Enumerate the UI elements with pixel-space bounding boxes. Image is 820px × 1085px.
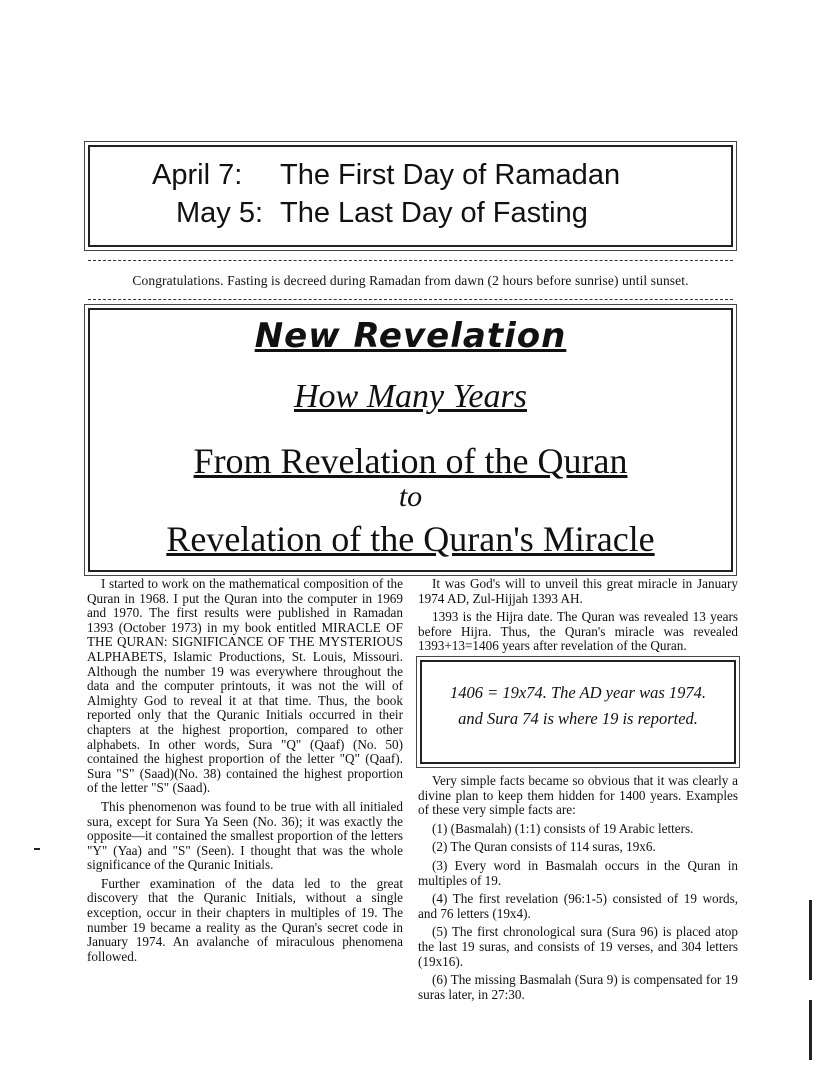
right-paragraph-1: It was God's will to unveil this great miracle in January 1974 AD, Zul-Hijjah 1393 AH. — [418, 576, 738, 606]
facts-list — [418, 822, 738, 1003]
revelation-from-line: From Revelation of the Quran — [193, 441, 628, 481]
first-day-label: April 7: — [152, 159, 243, 191]
fasting-notice: Congratulations. Fasting is decreed during Ramadan from dawn (2 hours before sunrise) until sunset. — [88, 260, 733, 300]
fact-item: (5) The first chronological sura (Sura 96) is placed atop the last 19 suras, and consists of 19 verses, and 304 letters (19x16). — [418, 924, 738, 969]
revelation-miracle-line: Revelation of the Quran's Miracle — [166, 519, 655, 559]
revelation-title: New Revelation — [254, 316, 567, 356]
right-column — [418, 577, 738, 1006]
revelation-subtitle: How Many Years — [294, 378, 527, 415]
fasting-last-day-line — [176, 197, 817, 230]
revelation-to-line: to — [398, 480, 423, 513]
last-day-label: May 5: — [176, 197, 264, 229]
fact-item: (1) (Basmalah) (1:1) consists of 19 Arabic letters. — [432, 820, 694, 836]
fact-item: (3) Every word in Basmalah occurs in the Quran in multiples of 19. — [418, 857, 738, 888]
scan-edge-mark — [809, 900, 812, 980]
margin-dash — [34, 848, 40, 850]
fact-item: (6) The missing Basmalah (Sura 9) is compensated for 19 suras later, in 27:30. — [418, 972, 738, 1002]
scan-edge-mark — [809, 1000, 812, 1060]
ramadan-first-day-line — [152, 159, 793, 192]
dates-box — [88, 145, 733, 247]
highlight-box-1406 — [420, 660, 736, 764]
fact-item: (2) The Quran consists of 114 suras, 19x6. — [432, 839, 656, 855]
left-paragraph-2: This phenomenon was found to be true with all initialed sura, except for Sura Ya Seen (No. 36); it was exactly the opposite—it contained the smallest proportion of the letters "Y" (Yaa) and "S" (Seen). I thought that was the whole significance of the Quranic Initials. — [87, 798, 403, 873]
last-day-text: The Last Day of Fasting — [280, 197, 588, 229]
fact-item: (4) The first revelation (96:1-5) consisted of 19 words, and 76 letters (19x4). — [418, 891, 738, 921]
right-paragraph-3: Very simple facts became so obvious that it was clearly a divine plan to keep them hidden for 1400 years. Examples of these very simple facts are: — [418, 772, 738, 818]
revelation-box — [88, 308, 733, 572]
first-day-text: The First Day of Ramadan — [280, 159, 621, 191]
highlight-line-2: and Sura 74 is where 19 is reported. — [458, 708, 698, 728]
left-paragraph-3: Further examination of the data led to the great discovery that the Quranic Initials, without a single exception, occur in their chapters in multiples of 19. The number 19 became a reality as the Quran's secret code in January 1974. An avalanche of miraculous phenomena followed. — [87, 875, 403, 964]
left-paragraph-1: I started to work on the mathematical composition of the Quran in 1968. I put the Quran into the computer in 1969 and 1970. The first results were published in Ramadan 1393 (October 1973) in my book entitled MIRACLE OF THE QURAN: SIGNIFICANCE OF THE MYSTERIOUS ALPHABETS, Islamic Productions, St. Louis, Missouri. Although the number 19 was everywhere throughout the data and the computer printouts, it was not the will of Almighty God to reveal it at that time. Thus, the book reported only that the Quranic Initials occurred in their chapters at the highest proportion, compared to other alphabets. In other words, Sura "Q" (Qaaf) (No. 50) contained the highest proportion of the letter "Q" (Qaaf). Sura "S" (Saad)(No. 38) contained the highest proportion of the letter "S" (Saad). — [87, 576, 403, 796]
highlight-line-1: 1406 = 19x74. The AD year was 1974. — [449, 682, 707, 702]
right-paragraph-2: 1393 is the Hijra date. The Quran was revealed 13 years before Hijra. Thus, the Quran's miracle was revealed 1393+13=1406 years after revelation of the Quran. — [418, 609, 738, 654]
left-column — [87, 577, 403, 968]
